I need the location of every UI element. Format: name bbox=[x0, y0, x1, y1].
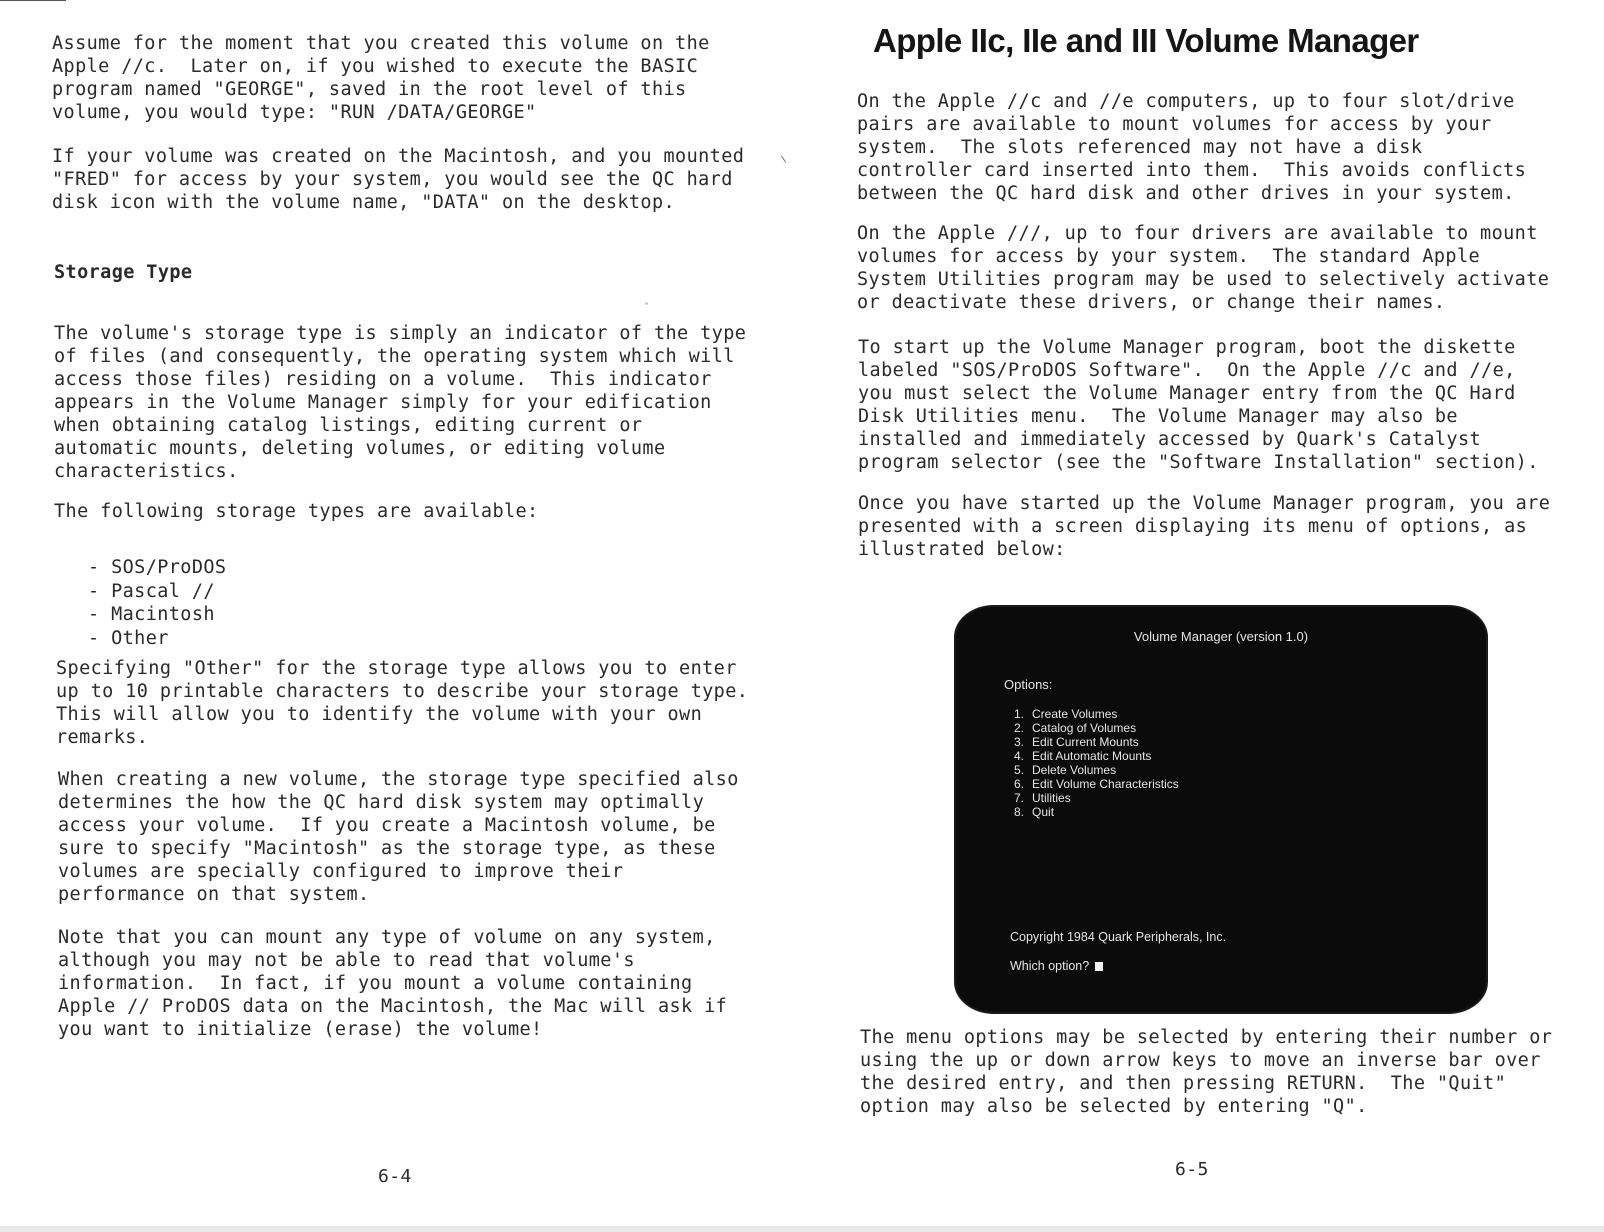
menu-item bbox=[1014, 791, 1179, 805]
list-item: - Macintosh bbox=[88, 604, 215, 625]
left-para-7: Note that you can mount any type of volume on any system, although you may not be able to read that volume's information. In fact, if you mount a volume containing Apple // ProDOS data on the Macintosh, the Mac will ask if you want to initialize (erase) the volume! bbox=[58, 927, 728, 1040]
screen-menu bbox=[1014, 707, 1179, 819]
left-page bbox=[0, 0, 800, 1232]
list-item: - SOS/ProDOS bbox=[88, 557, 227, 578]
page-number-left: 6-4 bbox=[378, 1166, 412, 1187]
right-para-5: The menu options may be selected by entering their number or using the up or down arrow keys to move an inverse bar over the desired entry, and then pressing RETURN. The "Quit" option may also be selected by entering "Q". bbox=[860, 1027, 1553, 1117]
left-para-2: If your volume was created on the Macintosh, and you mounted "FRED" for access by your system, you would see the QC hard disk icon with the volume name, "DATA" on the desktop. bbox=[52, 146, 745, 213]
stray-mark bbox=[781, 155, 786, 162]
menu-item-label: Edit Volume Characteristics bbox=[1032, 777, 1179, 791]
left-para-1: Assume for the moment that you created this volume on the Apple //c. Later on, if you wished to execute the BASIC program named "GEORGE", saved in the root level of this volume, you would type: "RUN /DATA/GEORGE" bbox=[52, 33, 710, 123]
page-bottom-edge bbox=[0, 1226, 1604, 1232]
screen-prompt bbox=[1010, 959, 1103, 973]
list-item: - Other bbox=[88, 627, 169, 649]
section-heading-storage-type: Storage Type bbox=[54, 262, 193, 283]
right-para-3: To start up the Volume Manager program, boot the diskette labeled "SOS/ProDOS Software". On the Apple //c and //e, you must select the Volume Manager entry from the QC Hard Disk Utilities menu. The Volume Manager may also be installed and immediately accessed by Quark's Catalyst program selector (see the "Software Installation" section). bbox=[858, 337, 1539, 473]
page-title: Apple IIc, IIe and III Volume Manager bbox=[873, 22, 1419, 59]
menu-item-number: 6. bbox=[1014, 777, 1025, 791]
menu-item-number: 4. bbox=[1014, 749, 1025, 763]
left-para-6: When creating a new volume, the storage type specified also determines the how the QC hard disk system may optimally access your volume. If you create a Macintosh volume, be sure to specify "Macintosh" as the storage type, as these volumes are specially configured to improve their performance on that system. bbox=[58, 769, 739, 905]
left-para-3: The volume's storage type is simply an indicator of the type of files (and consequently, the operating system which will access those files) residing on a volume. This indicator appears in the Volume Manager simply for your edification when obtaining catalog listings, editing current or automatic mounts, deleting volumes, or editing volume characteristics. bbox=[54, 323, 747, 482]
storage-type-list bbox=[88, 556, 226, 650]
menu-item-number: 2. bbox=[1014, 721, 1025, 735]
menu-item bbox=[1014, 763, 1179, 777]
screen-options-label: Options: bbox=[1004, 677, 1053, 692]
menu-item bbox=[1014, 777, 1179, 791]
menu-item-number: 3. bbox=[1014, 735, 1025, 749]
cursor-block-icon bbox=[1095, 962, 1103, 971]
menu-item-label: Create Volumes bbox=[1032, 707, 1118, 721]
right-para-4: Once you have started up the Volume Manager program, you are presented with a screen displaying its menu of options, as illustrated below: bbox=[858, 493, 1551, 560]
menu-item-number: 5. bbox=[1014, 763, 1025, 777]
right-para-1: On the Apple //c and //e computers, up to four slot/drive pairs are available to mount volumes for access by your system. The slots referenced may not have a disk controller card inserted into them. This avoids conflicts between the QC hard disk and other drives in your system. bbox=[857, 91, 1527, 204]
menu-item-label: Catalog of Volumes bbox=[1032, 721, 1137, 735]
list-item: - Pascal // bbox=[88, 580, 215, 602]
menu-item bbox=[1014, 721, 1179, 735]
screen-prompt-text: Which option? bbox=[1010, 959, 1090, 973]
menu-item-number: 8. bbox=[1014, 805, 1025, 819]
left-para-4: The following storage types are available: bbox=[54, 501, 539, 522]
menu-item bbox=[1014, 805, 1179, 819]
menu-item-label: Quit bbox=[1032, 805, 1055, 819]
page-number-right: 6-5 bbox=[1175, 1159, 1209, 1180]
menu-item bbox=[1014, 749, 1179, 763]
menu-item bbox=[1014, 707, 1179, 721]
stray-speck bbox=[645, 302, 648, 305]
menu-item-label: Utilities bbox=[1032, 791, 1071, 805]
menu-item-number: 7. bbox=[1014, 791, 1025, 805]
screen-copyright: Copyright 1984 Quark Peripherals, Inc. bbox=[1010, 930, 1227, 944]
menu-item-label: Edit Current Mounts bbox=[1032, 735, 1139, 749]
screen-title: Volume Manager (version 1.0) bbox=[1133, 629, 1309, 644]
menu-item bbox=[1014, 735, 1179, 749]
right-para-2: On the Apple ///, up to four drivers are available to mount volumes for access by your system. The standard Apple System Utilities program may be used to selectively activate or deactivate these drivers, or change their names. bbox=[857, 223, 1550, 313]
menu-item-label: Edit Automatic Mounts bbox=[1032, 749, 1152, 763]
left-para-5: Specifying "Other" for the storage type allows you to enter up to 10 printable characters to describe your storage type. This will allow you to identify the volume with your own remarks. bbox=[56, 658, 749, 748]
menu-item-label: Delete Volumes bbox=[1032, 763, 1117, 777]
menu-item-number: 1. bbox=[1014, 707, 1025, 721]
volume-manager-screen-illustration bbox=[956, 607, 1486, 1012]
